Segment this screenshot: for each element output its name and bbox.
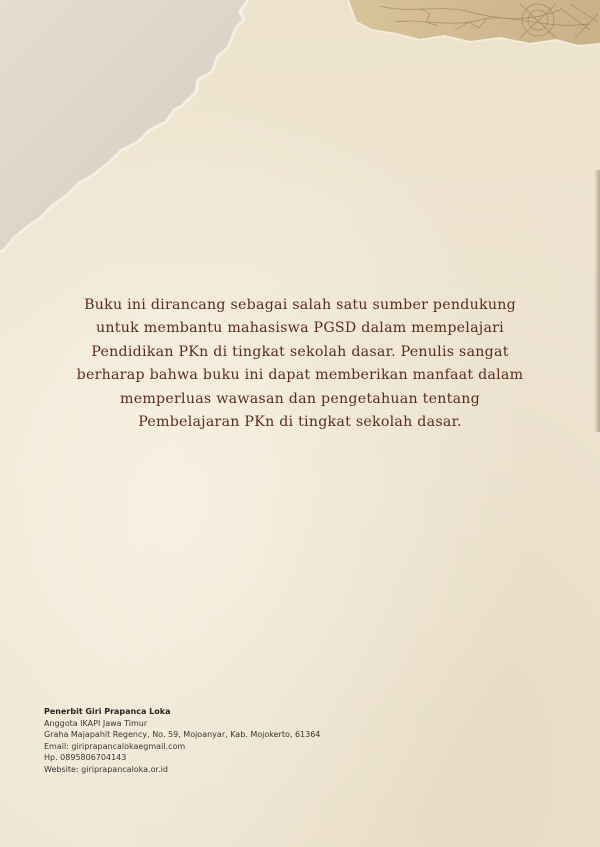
publisher-email: Email: giriprapancalokaegmail.com [44,741,186,751]
publisher-website: Website: giriprapancaloka.or.id [44,764,168,774]
publisher-info [44,706,320,776]
back-cover-description: Buku ini dirancang sebagai salah satu sumber pendukung untuk membantu mahasiswa PGSD dalam mempelajari Pendidikan PKn di tingkat sekolah dasar. Penulis sangat berharap bahwa buku ini dapat memberikan manfaat dalam memperluas wawasan dan pengetahuan tentang Pembelajaran PKn di tingkat sekolah dasar. [76,297,524,431]
torn-gray-paper [0,0,248,252]
publisher-address: Graha Majapahit Regency, No. 59, Mojoanyar, Kab. Mojokerto, 61364 [44,730,321,740]
page-edge-shadow [594,170,600,432]
publisher-membership: Anggota IKAPI Jawa Timur [44,718,148,728]
map-fragment [348,0,600,46]
publisher-name: Penerbit Giri Prapanca Loka [44,707,171,716]
publisher-phone: Hp. 0895806704143 [44,753,127,763]
